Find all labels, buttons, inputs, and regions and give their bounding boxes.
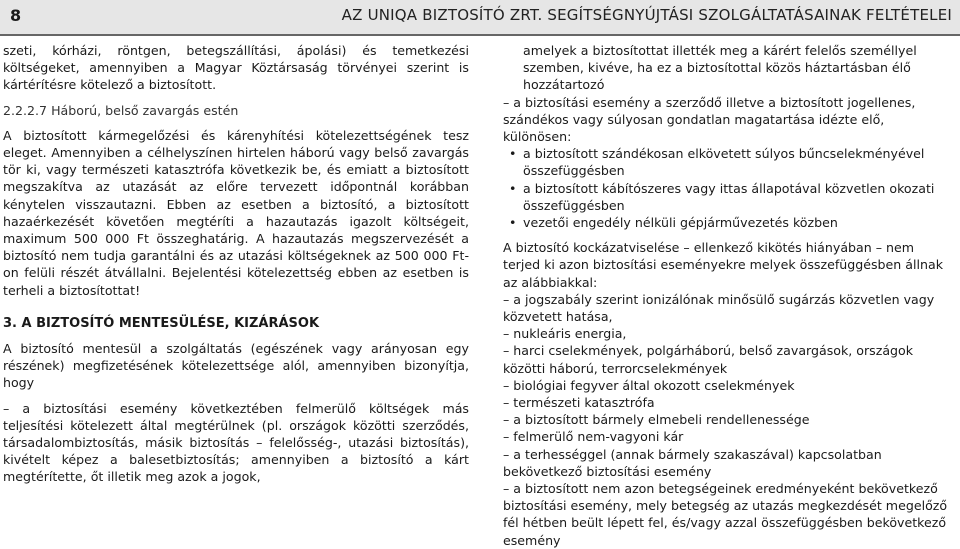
bullet-text: vezetői engedély nélküli gépjárművezetés közben	[523, 215, 838, 231]
exclusion-item: – a terhességgel (annak bármely szakaszával) kapcsolatban bekövetkező biztosítási esemény	[503, 446, 882, 479]
exclusion-item: – harci cselekmények, polgárháború, belső zavargások, országok közötti háború, terrorcselekmények	[503, 343, 914, 376]
bullet-dot-icon: •	[509, 146, 517, 162]
exclusion-item: – a biztosított bármely elmebeli rendellenessége	[503, 412, 810, 428]
page-number: 8	[10, 6, 22, 25]
subsection-title: 2.2.2.7 Háború, belső zavargás estén	[3, 102, 239, 118]
right-column	[503, 42, 955, 549]
running-title: AZ UNIQA BIZTOSÍTÓ ZRT. SEGÍTSÉGNYÚJTÁSI SZOLGÁLTATÁSAINAK FELTÉTELEI	[341, 6, 952, 24]
bullet-text: a biztosított kábítószeres vagy ittas állapotával közvetlen okozati összefüggésben	[523, 180, 935, 213]
list-item-a: – a biztosítási esemény a szerződő illetve a biztosított jogellenes, szándékos vagy súlyosan gondatlan magatartása idézte elő, különösen:	[503, 94, 916, 145]
bullet-item	[503, 214, 955, 231]
subsection-paragraph: A biztosított kármegelőzési és kárenyhítési kötelezettségének tesz eleget. Amennyiben a célhelyszínen hirtelen háború vagy belső zavargás tör ki, vagy természeti katasztrófa következik be, és emiatt a biztosított megszakítva az utazását az előre tervezett időpontnál korábban kénytelen visszautazni. Ebben az esetben a biztosító, a biztosított hazaérkezését követően megtéríti a hazautazás igazolt költségeit, maximum 500 000 Ft összeghatárig. A hazautazás megszervezését a biztosító nem tudja garantálni és az utazási költségeknek az 500 000 Ft-on felüli részét átvállalni. Bejelentési kötelezettség ebben az esetben is terheli a biztosítottat!	[3, 127, 469, 298]
exclusion-item: – biológiai fegyver által okozott cselekmények	[503, 377, 795, 393]
bullet-item	[503, 145, 955, 179]
exclusions-intro: A biztosító kockázatviselése – ellenkező kikötés hiányában – nem terjed ki azon biztosítási eseményekre melyek összefüggésben állnak az alábbiakkal:	[503, 240, 943, 290]
continuation-paragraph: amelyek a biztosítottat illették meg a kárért felelős személlyel szemben, kivéve, ha ez a biztosítottal közös háztartásban élő hozzátartozó	[523, 43, 917, 93]
exclusion-item: – természeti katasztrófa	[503, 395, 655, 411]
bullet-dot-icon: •	[509, 180, 517, 196]
left-column	[3, 42, 469, 486]
bullet-item	[503, 180, 955, 214]
exclusion-item: – felmerülő nem-vagyoni kár	[503, 429, 684, 445]
exclusion-item: – nukleáris energia,	[503, 326, 627, 342]
page-header	[0, 0, 960, 36]
intro-paragraph: szeti, kórházi, röntgen, betegszállítási, ápolási) és temetkezési költségeket, amennyiben a Magyar Köztársaság törvényei szerint is kártérítésre kötelező a biztosított.	[3, 43, 469, 93]
section-paragraph: A biztosító mentesül a szolgáltatás (egészének vagy arányosan egy részének) megfizetésének kötelezettsége alól, amennyiben bizonyítja, hogy	[3, 341, 469, 391]
exclusion-item: – a biztosított nem azon betegségeinek eredményeként bekövetkező biztosítási esemény, mely betegség az utazás megkezdését megelőző fél hétben beült lépett fel, és/vagy azzal összefüggésben bekövetkező esemény	[503, 481, 948, 548]
exclusion-item: – a jogszabály szerint ionizálónak minősülő sugárzás közvetlen vagy közvetett hatása,	[503, 291, 935, 325]
section-list-item: – a biztosítási esemény következtében felmerülő költségek más teljesítési kötelezett által megtérülnek (pl. országok közötti szerződés, társadalombiztosítás, másik biztosítás – felelősség-, utazási biztosítás), kivételt képez a balesetbiztosítás; amennyiben a biztosító a kárt megtérítette, őt illetik meg azok a jogok,	[3, 400, 469, 485]
bullet-text: a biztosított szándékosan elkövetett súlyos bűncselekményével összefüggésben	[523, 146, 925, 179]
bullet-dot-icon: •	[509, 215, 517, 231]
section-title: 3. A BIZTOSÍTÓ MENTESÜLÉSE, KIZÁRÁSOK	[3, 315, 320, 331]
